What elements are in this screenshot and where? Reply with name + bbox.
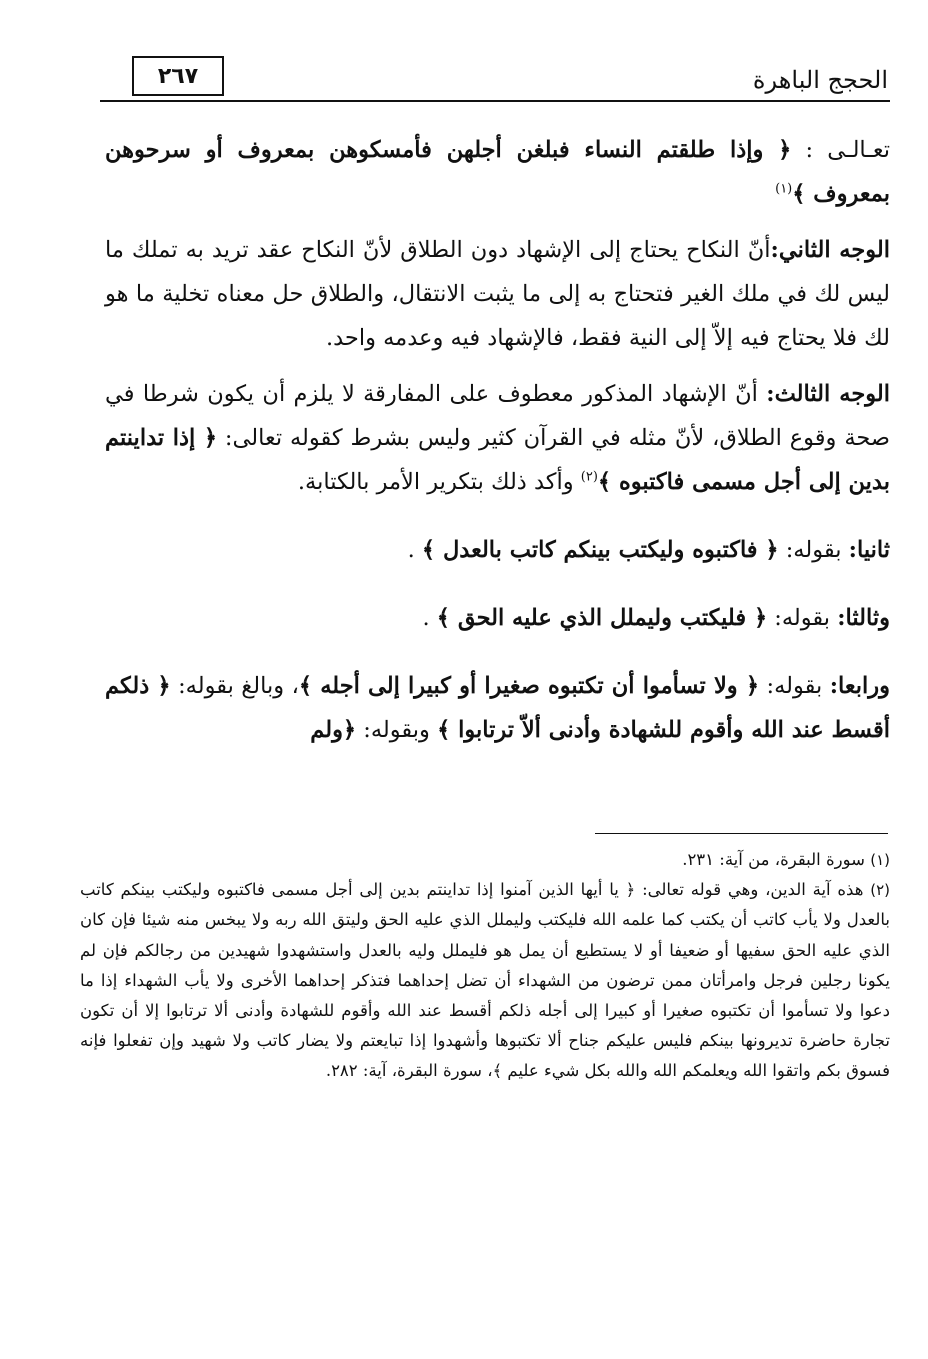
footnote-mark: (٢): [870, 881, 890, 900]
paragraph-text: بقوله:: [767, 605, 838, 631]
quran-quote: ﴿ ذلكم أقسط عند الله وأقوم للشهادة وأدنى ألاّ ترتابوا ﴾: [105, 673, 890, 743]
paragraph-end: .: [407, 537, 422, 563]
quran-quote: ﴿ولم: [310, 717, 357, 743]
footnotes: [80, 845, 890, 1087]
paragraph-lead: وثالثا:: [837, 605, 890, 631]
paragraph-verse-continuation: [105, 128, 890, 216]
footnote-2: [80, 875, 890, 1086]
paragraph-end: .: [422, 605, 437, 631]
footnote-ref: (٢): [580, 469, 598, 485]
paragraph-fourthly: [105, 664, 890, 752]
footnote-text: سورة البقرة، من آية: ٢٣١.: [682, 850, 871, 869]
footnote-ref: (١): [775, 181, 793, 197]
footnote-rule: [595, 833, 888, 834]
paragraph-secondly: [105, 528, 890, 572]
paragraph-lead: الوجه الثالث:: [766, 381, 891, 407]
quran-quote: ﴿ ولا تسأموا أن تكتبوه صغيرا أو كبيرا إلى أجله ﴾: [298, 673, 760, 699]
paragraph-lead: الوجه الثاني:: [770, 237, 890, 263]
paragraph-text: ، وبالغ بقوله:: [170, 673, 299, 699]
main-text: [105, 128, 890, 764]
quran-quote: ﴿ فليكتب وليملل الذي عليه الحق ﴾: [436, 605, 768, 631]
paragraph-text: بقوله:: [759, 673, 830, 699]
footnote-text: هذه آية الدين، وهي قوله تعالى: ﴿ يا أيها الذين آمنوا إذا تداينتم بدين إلى أجل مسمى فاكتبوه وليكتب بينكم كاتب بالعدل ولا يأب كاتب أن يكتب كما علمه الله فليكتب وليملل الذي عليه الحق وليتق الله ربه ولا يبخس منه شيئا فإن كان الذي عليه الحق سفيها أو ضعيفا أو لا يستطيع أن يمل هو فليملل وليه بالعدل واستشهدوا شهيدين من رجالكم فإن لم يكونا رجلين فرجل وامرأتان ممن ترضون من الشهداء أن تضل إحداهما فتذكر إحداهما الأخرى ولا يأب الشهداء إذا ما دعوا ولا تسأموا أن تكتبوه صغيرا أو كبيرا إلى أجله ذلكم أقسط عند الله وأقوم للشهادة وأدنى ألا ترتابوا إلا أن تكون تجارة حاضرة تديرونها بينكم فليس عليكم جناح ألا تكتبوها وأشهدوا إذا تبايعتم ولا يضار كاتب ولا شهيد وإن تفعلوا فإنه فسوق بكم واتقوا الله ويعلمكم الله والله بكل شيء عليم ﴾، سورة البقرة، آية: ٢٨٢.: [80, 880, 890, 1081]
paragraph-lead: ورابعا:: [829, 673, 890, 699]
quran-quote: ﴿ وإذا طلقتم النساء فبلغن أجلهن فأمسكوهن بمعروف أو سرحوهن بمعروف ﴾: [105, 137, 890, 207]
paragraph-lead: ثانيا:: [848, 537, 890, 563]
page-number-text: ٢٦٧: [157, 63, 199, 89]
verse-intro: تعـالـى :: [791, 137, 890, 163]
quran-quote: ﴿ إذا تداينتم بدين إلى أجل مسمى فاكتبوه ﴾: [105, 425, 890, 495]
paragraph-third-aspect: [105, 372, 890, 504]
paragraph-text: أنّ النكاح يحتاج إلى الإشهاد دون الطلاق لأنّ النكاح عقد تريد به تملك ما ليس لك في ملك الغير فتحتاج به إلى ما يثبت الانتقال، والطلاق حل معناه تخلية ما هو لك فلا يحتاج فيه إلاّ إلى النية فقط، فالإشهاد فيه وعدمه واحد.: [105, 237, 890, 351]
page-number: [132, 56, 224, 96]
paragraph-text: بقوله:: [778, 537, 849, 563]
header-rule: [100, 100, 890, 102]
paragraph-text: وبقوله:: [356, 717, 438, 743]
running-title: الحجج الباهرة: [752, 66, 888, 94]
paragraph-text: أنّ الإشهاد المذكور معطوف على المفارقة لا يلزم أن يكون شرطا في صحة وقوع الطلاق، لأنّ مثله في القرآن كثير وليس بشرط كقوله تعالى:: [105, 381, 891, 451]
footnote-mark: (١): [870, 851, 890, 869]
paragraph-text-end: وأكد ذلك بتكرير الأمر بالكتابة.: [297, 469, 581, 495]
footnote-1: [80, 845, 890, 875]
paragraph-second-aspect: [105, 228, 890, 360]
quran-quote: ﴿ فاكتبوه وليكتب بينكم كاتب بالعدل ﴾: [421, 537, 779, 563]
paragraph-thirdly: [105, 596, 890, 640]
